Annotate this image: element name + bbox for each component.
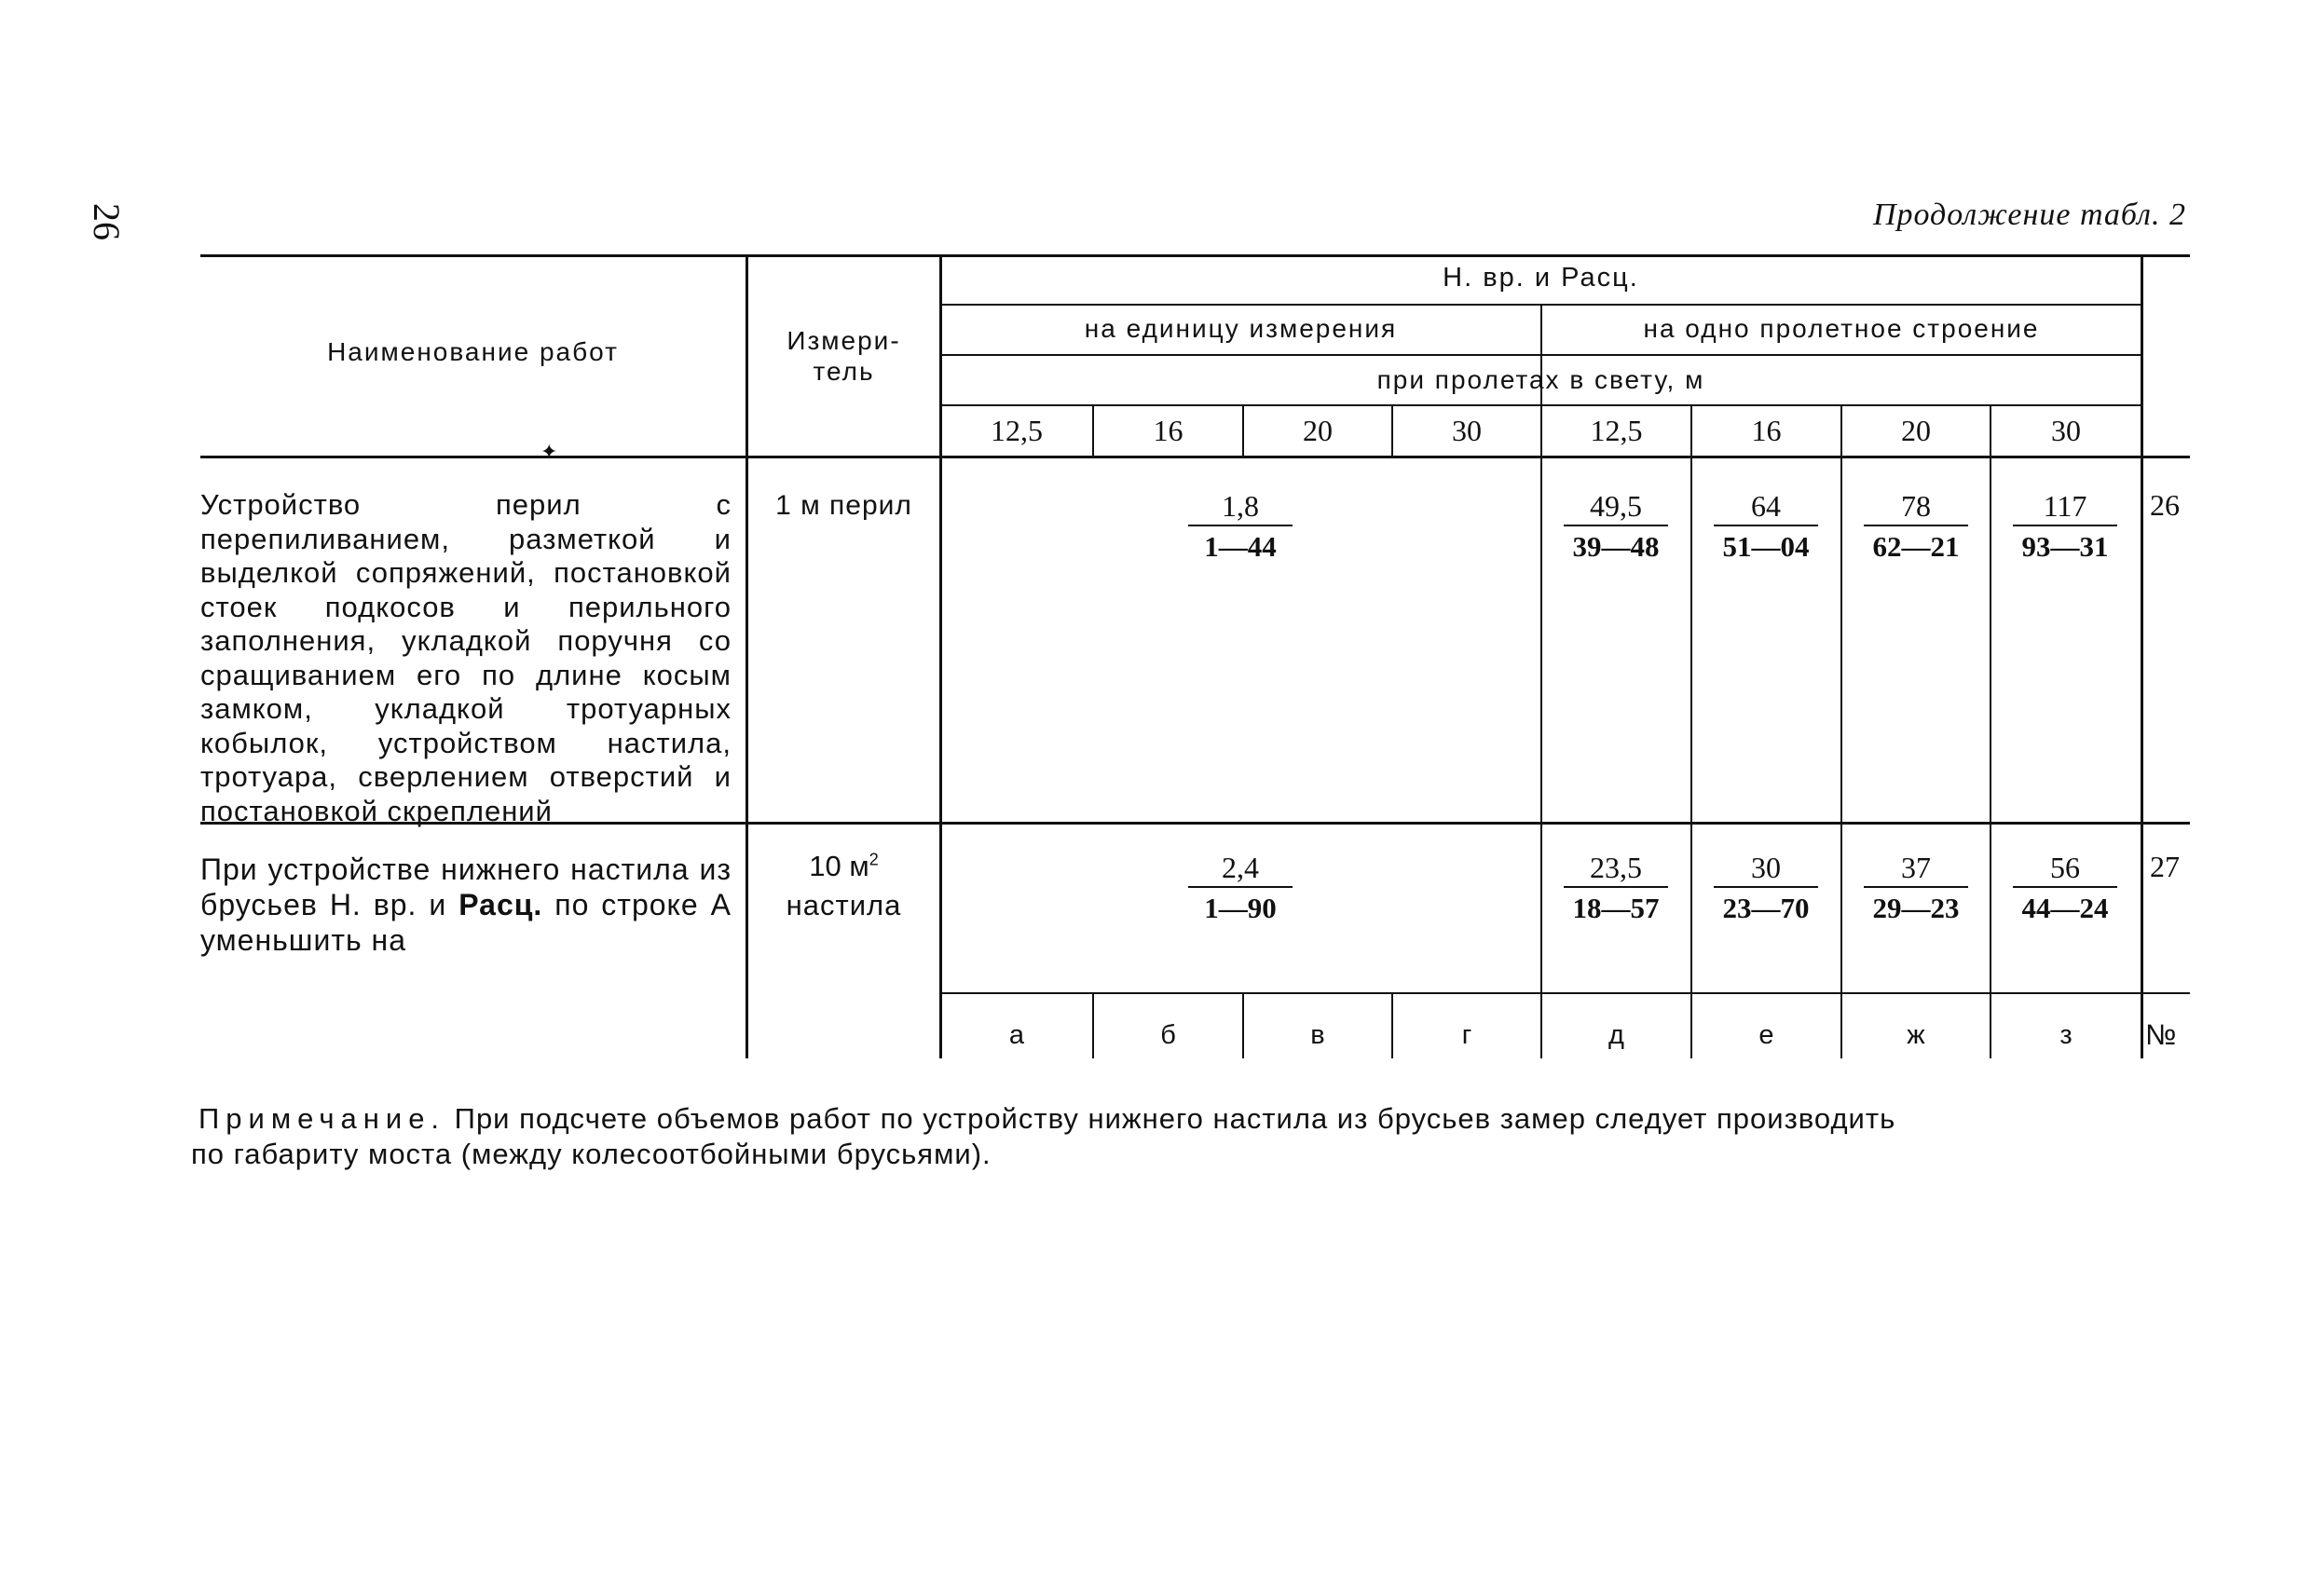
span-value: 20 [1303,414,1333,447]
row2-description-part1: При устройстве нижнего настила из брусьев Н. вр. и [200,853,732,921]
table-caption: Продолжение табл. 2 [1872,198,2186,232]
column-letter: г [1461,1020,1472,1050]
rate-value: 51—04 [1722,530,1810,563]
span-value: 16 [1153,414,1183,447]
row1-span-value [1541,487,1690,567]
rule-norms [941,304,2143,306]
span-value: 12,5 [991,414,1043,447]
table-note [191,1101,2188,1172]
row2-per-unit-value [1166,849,1315,929]
row2-span-value [1691,849,1840,929]
rate-value: 62—21 [1872,530,1960,563]
row2-span-value [1541,849,1690,929]
norm-value: 1,8 [1222,489,1259,523]
norm-value: 64 [1751,489,1781,523]
row1-per-unit-value [1166,487,1315,567]
norm-value: 2,4 [1222,851,1259,884]
rate-value: 23—70 [1722,892,1810,924]
row2-description-bold: Расц. [458,888,543,921]
norm-value: 56 [2050,851,2080,884]
header-unit-line2: тель [813,357,875,386]
header-norms-text: Н. вр. и Расц. [1443,263,1639,293]
row2-span-value [1991,849,2140,929]
norm-value: 117 [2043,489,2087,523]
column-letter: а [1008,1020,1025,1050]
rule-spans [941,404,2143,406]
row1-span-value [1841,487,1991,567]
column-letter: з [2059,1020,2073,1050]
row2-description [200,852,732,958]
row1-span-value [1991,487,2140,567]
ornament-mark: ✦ [540,440,558,463]
span-value: 30 [1452,414,1482,447]
row2-unit-superscript: 2 [869,850,879,869]
column-letter: ж [1907,1020,1925,1050]
header-per-unit: на единицу измерения [1084,314,1398,343]
column-letter: б [1160,1020,1176,1050]
rate-value: 39—48 [1572,530,1660,563]
rule-header-bottom [200,456,2190,458]
column-letter: в [1310,1020,1325,1050]
norm-value: 37 [1901,851,1931,884]
column-letter: д [1608,1020,1624,1050]
row1-number: 26 [2150,488,2180,522]
row1-unit: 1 м перил [775,490,912,521]
norm-value: 23,5 [1590,851,1642,884]
header-norms [941,263,2141,293]
rule-groups [941,354,2143,356]
column-letter: е [1758,1020,1774,1050]
norm-value: 78 [1901,489,1931,523]
span-value: 20 [1901,414,1931,447]
span-value: 12,5 [1590,414,1643,447]
span-value: 30 [2051,414,2081,447]
rule-top [200,254,2190,257]
rate-value: 29—23 [1872,892,1960,924]
rate-value: 93—31 [2021,530,2109,563]
number-sign: № [2145,1018,2177,1051]
rate-value: 18—57 [1572,892,1660,924]
row2-unit-value: 10 м [809,850,869,882]
note-lead: Примечание. [198,1102,446,1135]
header-per-span: на одно пролетное строение [1643,314,2040,343]
norm-value: 49,5 [1590,489,1642,523]
rate-value: 44—24 [2021,892,2109,924]
row2-span-value [1841,849,1991,929]
header-spans-label: при пролетах в свету, м [1376,365,1705,394]
row2-unit [748,850,939,883]
rate-value: 1—44 [1204,530,1277,563]
row2-unit-line2: настила [786,889,902,921]
row1-description: Устройство перил с перепиливанием, разметкой и выделкой сопряжений, постановкой стоек подкосов и перильного заполнения, укладкой поручня со сращиванием его по длине косым замком, укладкой тротуарных кобылок, устройством настила, тротуара, сверлением отверстий и постановкой скреплений [200,488,732,827]
header-unit-line1: Измери- [787,326,901,355]
note-text-continued: по габариту моста (между колесоотбойными брусьями). [191,1138,992,1170]
header-work-name: Наименование работ [327,337,619,366]
row2-number: 27 [2150,850,2180,883]
rate-value: 1—90 [1204,892,1277,924]
row1-span-value [1691,487,1840,567]
note-text: При подсчете объемов работ по устройству нижнего настила из брусьев замер следует производить [445,1102,1896,1135]
rule-letters [941,992,2190,994]
col-divider-number [2141,254,2143,1058]
row2-description-part2: по строке А уменьшить на [200,888,732,957]
page-number: 26 [86,203,128,240]
norm-value: 30 [1751,851,1781,884]
span-value: 16 [1751,414,1782,447]
